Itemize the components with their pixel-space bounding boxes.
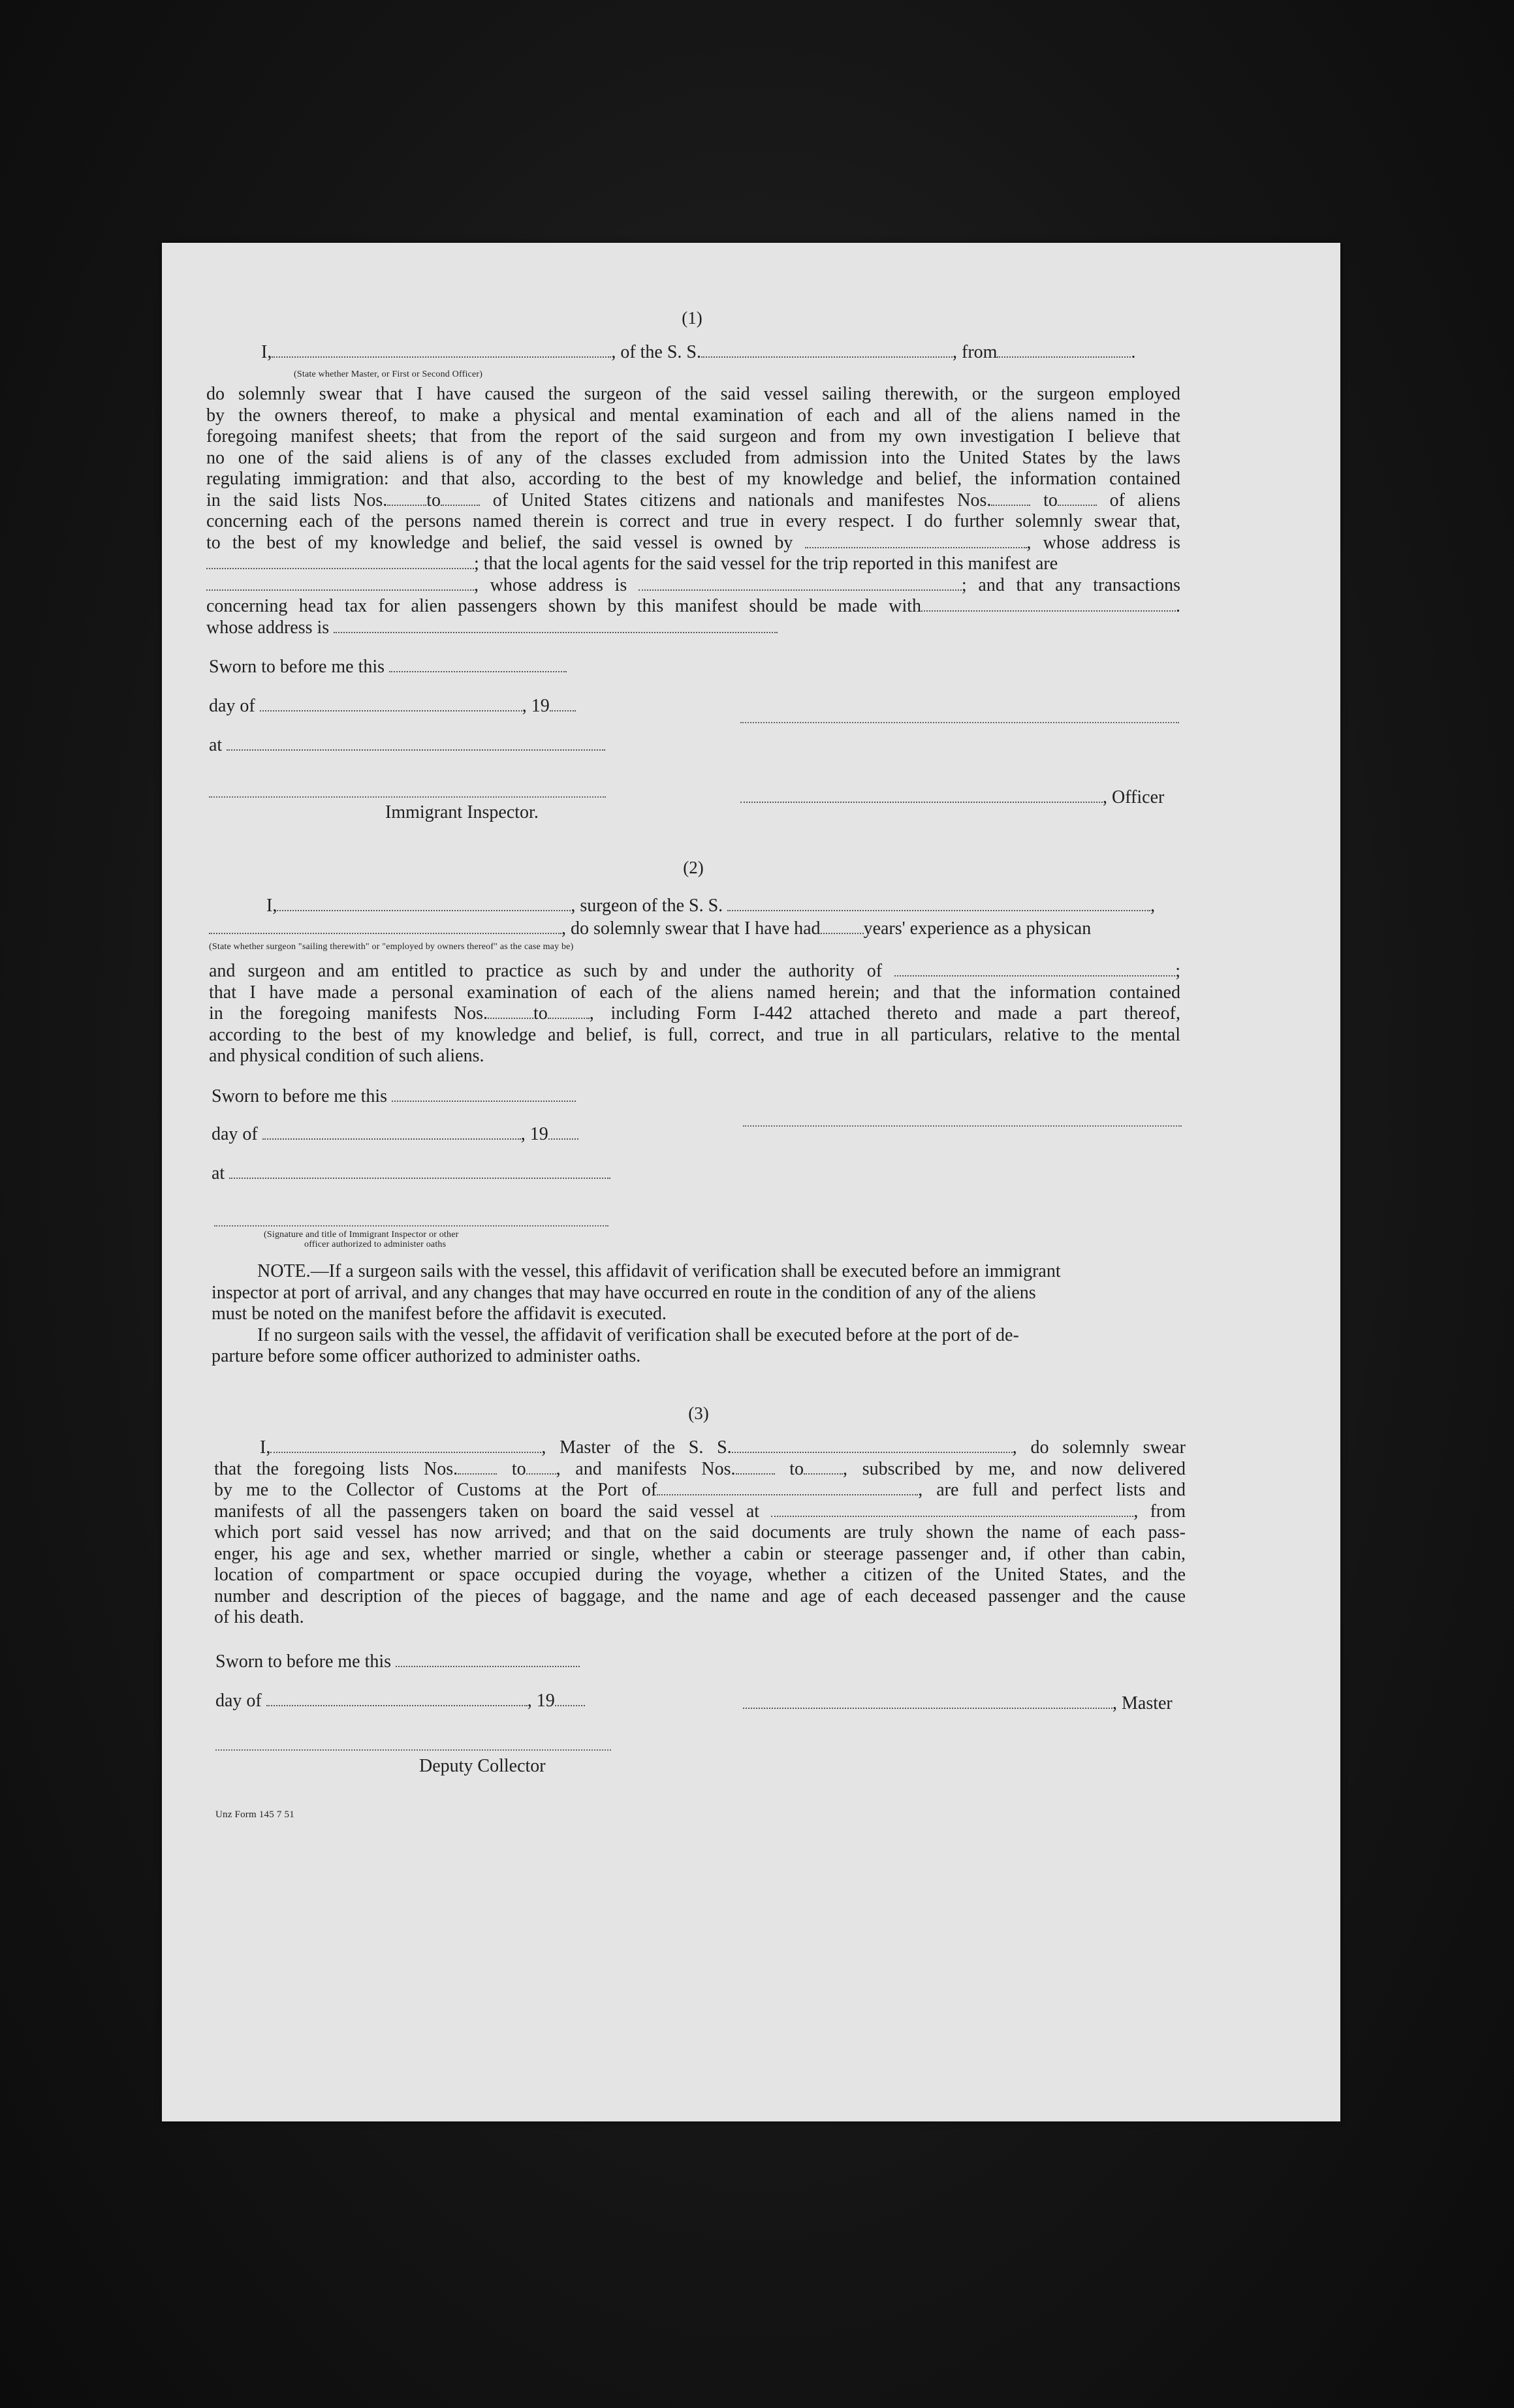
- year-field[interactable]: [548, 1124, 578, 1140]
- list-from-field[interactable]: [387, 490, 426, 506]
- manifest-from-field[interactable]: [736, 1459, 775, 1475]
- sworn-date-field[interactable]: [396, 1651, 580, 1667]
- list-to-field[interactable]: [526, 1459, 556, 1475]
- body-line: in the said lists Nos. to of United States citizens and nationals and manifestes Nos. to of aliens: [206, 490, 1181, 510]
- surgeon-signature-line[interactable]: [743, 1125, 1182, 1127]
- note-line: parture before some officer authorized to administer oaths.: [212, 1346, 641, 1366]
- master-name-field[interactable]: [270, 1437, 541, 1453]
- day-of-line: day of , 19: [209, 696, 576, 717]
- officer-line: , Officer: [740, 787, 1164, 808]
- year-field[interactable]: [555, 1691, 585, 1706]
- body-line: do solemnly swear that I have caused the surgeon of the said vessel sailing therewith, or the surgeon employed: [206, 384, 1180, 404]
- body-line: number and description of the pieces of baggage, and the name and age of each deceased passenger and the cause: [214, 1586, 1186, 1606]
- signature-note: (Signature and title of Immigrant Inspector or other: [264, 1230, 459, 1240]
- section-number: (2): [683, 858, 704, 877]
- at-line: at: [209, 735, 605, 756]
- surgeon-name-field[interactable]: [277, 896, 571, 911]
- authority-field[interactable]: [894, 961, 1175, 977]
- body-line: concerning each of the persons named therein is correct and true in every respect. I do further solemnly swear that,: [206, 511, 1180, 531]
- manifest-to-field[interactable]: [804, 1459, 843, 1475]
- body-line: whose address is: [206, 618, 1180, 639]
- body-line: ; that the local agents for the said vessel for the trip reported in this manifest are: [206, 554, 1180, 575]
- officer-signature-line[interactable]: [740, 722, 1179, 723]
- deputy-label: Deputy Collector: [419, 1756, 546, 1776]
- body-line: of his death.: [214, 1607, 304, 1627]
- body-line: according to the best of my knowledge and belief, is full, correct, and true in all particulars, relative to the mental: [209, 1024, 1180, 1045]
- sworn-line: Sworn to before me this: [215, 1651, 580, 1672]
- boarding-port-field[interactable]: [771, 1501, 1133, 1517]
- surgeon-status-note: (State whether surgeon "sailing therewith" or "employed by owners thereof" as the case may be): [209, 942, 574, 952]
- body-line: and physical condition of such aliens.: [209, 1046, 484, 1066]
- section-number: (3): [688, 1403, 709, 1423]
- list-to-field[interactable]: [441, 490, 480, 506]
- body-line: which port said vessel has now arrived; and that on the said documents are truly shown the name of each pass-: [214, 1522, 1186, 1542]
- master-signature-field[interactable]: [743, 1693, 1112, 1709]
- inspector-signature-line[interactable]: [209, 796, 606, 798]
- label-of-ss: , of the S. S.: [611, 342, 702, 362]
- agents-field[interactable]: [206, 575, 474, 591]
- note-block: [212, 1261, 1182, 1368]
- note-line: If no surgeon sails with the vessel, the affidavit of verification shall be executed before at the port of de-: [257, 1324, 1019, 1345]
- at-line: at: [212, 1163, 610, 1184]
- note-line: inspector at port of arrival, and any changes that may have occurred en route in the condition of any of the aliens: [212, 1282, 1036, 1303]
- form-id: Unz Form 145 7 51: [215, 1809, 294, 1820]
- body-line: , whose address is ; and that any transactions: [206, 575, 1180, 597]
- body-line: enger, his age and sex, whether married or single, whether a cabin or steerage passenger and, if other than cabin,: [214, 1543, 1186, 1564]
- head-tax-address-field[interactable]: [334, 618, 778, 633]
- manifest-from-field[interactable]: [991, 490, 1030, 506]
- master-ship-field[interactable]: [732, 1437, 1013, 1453]
- at-place-field[interactable]: [227, 735, 605, 751]
- section2-body: [209, 961, 1180, 1067]
- note-line: must be noted on the manifest before the affidavit is executed.: [212, 1304, 667, 1324]
- body-line: that I have made a personal examination of each of the aliens named herein; and that the information contained: [209, 982, 1180, 1003]
- note-line: NOTE.—If a surgeon sails with the vessel, this affidavit of verification shall be executed before an immigrant: [257, 1261, 1061, 1281]
- day-of-line: day of , 19: [212, 1124, 578, 1145]
- agents-address-field[interactable]: [639, 575, 962, 591]
- section2-line1: I, , surgeon of the S. S. ,: [266, 896, 1156, 916]
- owner-address-field[interactable]: [206, 554, 474, 569]
- master-line: , Master: [743, 1693, 1173, 1714]
- customs-port-field[interactable]: [657, 1480, 918, 1495]
- at-place-field[interactable]: [229, 1163, 610, 1179]
- officer-name-field[interactable]: [272, 342, 611, 358]
- body-line: I, , Master of the S. S. , do solemnly swear: [260, 1437, 1186, 1458]
- body-line: location of compartment or space occupied during the voyage, whether a citizen of the United States, and the: [214, 1565, 1186, 1585]
- surgeon-status-field[interactable]: [209, 918, 561, 934]
- body-line: no one of the said aliens is of any of the classes excluded from admission into the United States by the laws: [206, 447, 1180, 468]
- section-number: (1): [682, 308, 702, 328]
- sworn-date-field[interactable]: [389, 657, 567, 672]
- officer-title-note: (State whether Master, or First or Second Officer): [294, 369, 483, 379]
- inspector-signature-line[interactable]: [214, 1225, 608, 1227]
- body-line: manifests of all the passengers taken on board the said vessel at , from: [214, 1501, 1186, 1522]
- from-port-field[interactable]: [997, 342, 1131, 358]
- section1-body: [206, 384, 1180, 638]
- officer-title-field[interactable]: [740, 787, 1103, 803]
- body-line: and surgeon and am entitled to practice as such by and under the authority of ;: [209, 961, 1181, 981]
- day-of-line: day of , 19: [215, 1691, 585, 1712]
- affidavit-page: [162, 243, 1340, 2121]
- body-line: concerning head tax for alien passengers shown by this manifest should be made with .: [206, 596, 1180, 616]
- sworn-line: Sworn to before me this: [209, 657, 567, 678]
- inspector-label: Immigrant Inspector.: [385, 802, 539, 822]
- body-line: in the foregoing manifests Nos. to , including Form I-442 attached thereto and made a part thereof,: [209, 1003, 1180, 1024]
- years-field[interactable]: [821, 918, 864, 934]
- body-line: foregoing manifest sheets; that from the report of the said surgeon and from my own investigation I believe that: [206, 426, 1180, 446]
- label-i: I,: [261, 342, 272, 362]
- deputy-signature-line[interactable]: [215, 1749, 611, 1751]
- year-field[interactable]: [550, 696, 576, 711]
- sworn-date-field[interactable]: [392, 1086, 576, 1102]
- head-tax-field[interactable]: [921, 596, 1176, 612]
- day-of-field[interactable]: [262, 1124, 521, 1140]
- manifest-to-field[interactable]: [1058, 490, 1097, 506]
- section3-body: [214, 1437, 1186, 1629]
- section2-line2: , do solemnly swear that I have had years' experience as a physican: [209, 918, 1091, 939]
- section1-line1: I, , of the S. S. , from .: [261, 342, 1136, 362]
- surgeon-ship-field[interactable]: [727, 896, 1150, 911]
- day-of-field[interactable]: [266, 1691, 528, 1706]
- ship-name-field[interactable]: [701, 342, 953, 358]
- label-from: , from: [953, 342, 998, 362]
- body-line: regulating immigration: and that also, according to the best of my knowledge and belief, the information contained: [206, 469, 1180, 489]
- day-of-field[interactable]: [260, 696, 522, 711]
- body-line: by me to the Collector of Customs at the Port of , are full and perfect lists and: [214, 1480, 1186, 1500]
- body-line: to the best of my knowledge and belief, the said vessel is owned by , whose address is: [206, 532, 1180, 553]
- sworn-line: Sworn to before me this: [212, 1086, 576, 1107]
- signature-note: officer authorized to administer oaths: [304, 1240, 447, 1249]
- manifest-from-field[interactable]: [488, 1003, 533, 1019]
- manifest-to-field[interactable]: [548, 1003, 590, 1019]
- owner-field[interactable]: [805, 533, 1027, 548]
- list-from-field[interactable]: [458, 1459, 497, 1475]
- body-line: that the foregoing lists Nos. to , and manifests Nos. to , subscribed by me, and now delivered: [214, 1458, 1186, 1479]
- body-line: by the owners thereof, to make a physical and mental examination of each and all of the aliens named in the: [206, 405, 1180, 426]
